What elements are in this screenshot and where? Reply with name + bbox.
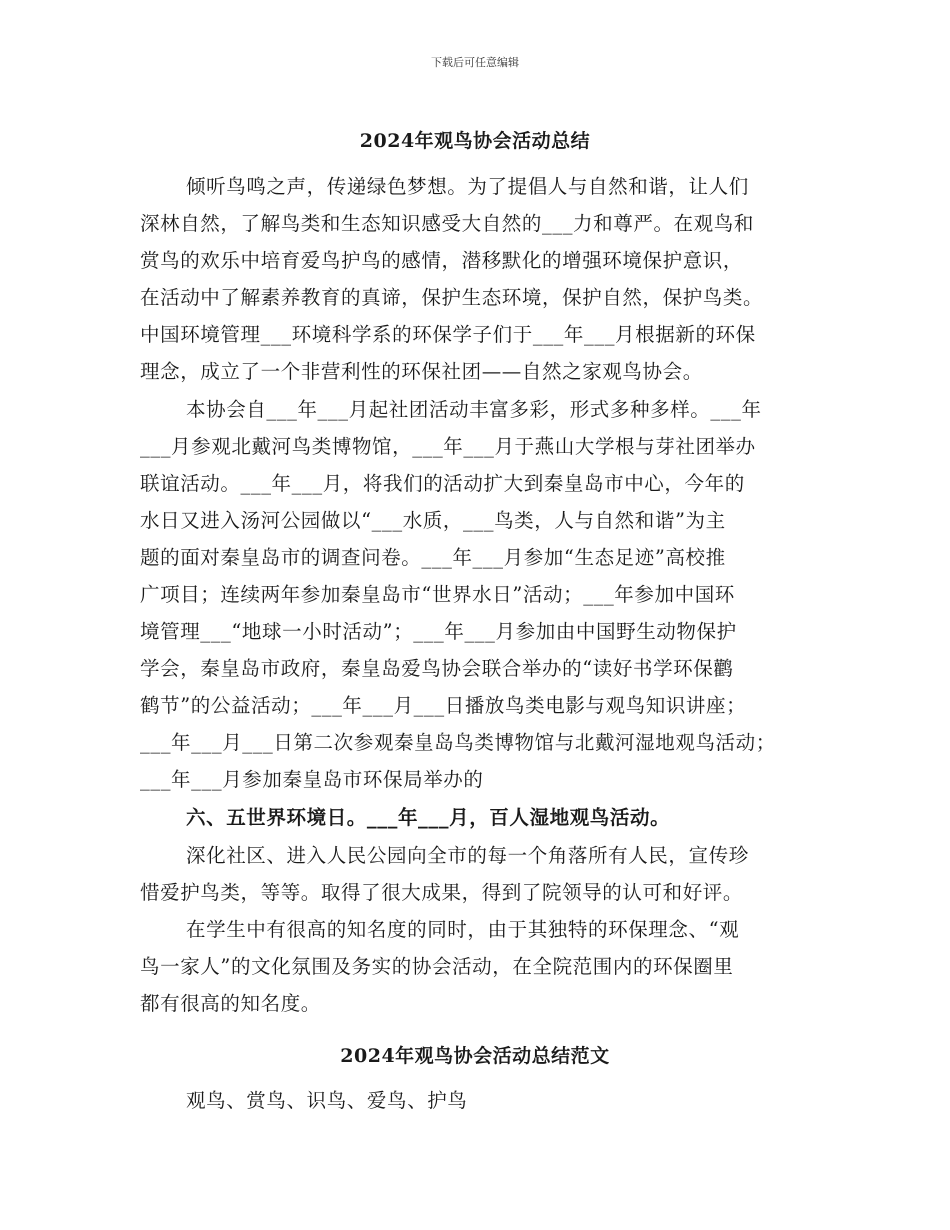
section-title: 2024年观鸟协会活动总结范文 — [340, 1045, 610, 1067]
text-line: 惜爱护鸟类，等等。取得了很大成果，得到了院领导的认可和好评。 — [140, 881, 744, 904]
text-line: 题的面对秦皇岛市的调查问卷。___年___月参加“生态足迹”高校推 — [140, 546, 726, 569]
paragraph-reputation — [140, 911, 818, 1022]
text-line: 在活动中了解素养教育的真谛，保护生态环境，保护自然，保护鸟类。 — [140, 286, 764, 309]
text-line: 倾听鸟鸣之声，传递绿色梦想。为了提倡人与自然和谐，让人们 — [186, 175, 749, 198]
text-line: 中国环境管理___环境科学系的环保学子们于___年___月根据新的环保 — [140, 323, 756, 346]
paragraph-community — [140, 837, 818, 911]
header-note: 下载后可任意编辑 — [431, 56, 519, 69]
text-line: 理念，成立了一个非营利性的环保社团——自然之家观鸟协会。 — [140, 360, 703, 383]
paragraph-intro — [140, 168, 818, 390]
text-line: 赏鸟的欢乐中培育爱鸟护鸟的感情，潜移默化的增强环境保护意识， — [140, 249, 744, 272]
text-line: 鸟一家人”的文化氛围及务实的协会活动，在全院范围内的环保圈里 — [140, 955, 734, 978]
text-line: 广项目；连续两年参加秦皇岛市“世界水日”活动；___年参加中国环 — [140, 583, 735, 606]
text-line: 在学生中有很高的知名度的同时，由于其独特的环保理念、“观 — [186, 918, 740, 941]
paragraph-activities — [140, 391, 818, 798]
text-line: ___年___月参加秦皇岛市环保局举办的 — [140, 768, 484, 791]
paragraph-bird-watching — [140, 1082, 818, 1119]
text-line: 境管理___“地球一小时活动”；___年___月参加由中国野生动物保护 — [140, 620, 737, 643]
text-line: 都有很高的知名度。 — [140, 992, 321, 1015]
text-line: 本协会自___年___月起社团活动丰富多彩，形式多种多样。___年 — [186, 398, 762, 421]
text-line: 鹤节”的公益活动；___年___月___日播放鸟类电影与观鸟知识讲座； — [140, 694, 747, 717]
text-line: 观鸟、赏鸟、识鸟、爱鸟、护鸟 — [186, 1089, 468, 1112]
text-line: 水日又进入汤河公园做以“___水质，___鸟类，人与自然和谐”为主 — [140, 509, 726, 532]
text-line: 联谊活动。___年___月，将我们的活动扩大到秦皇岛市中心，今年的 — [140, 472, 745, 495]
text-line: 学会，秦皇岛市政府，秦皇岛爱鸟协会联合举办的“读好书学环保鹳 — [140, 657, 734, 680]
page-title: 2024年观鸟协会活动总结 — [359, 130, 591, 152]
paragraph-environment-day — [140, 799, 818, 836]
text-line: ___年___月___日第二次参观秦皇岛鸟类博物馆与北戴河湿地观鸟活动； — [140, 731, 776, 754]
text-line: 深林自然，了解鸟类和生态知识感受大自然的___力和尊严。在观鸟和 — [140, 212, 754, 235]
text-line: 深化社区、进入人民公园向全市的每一个角落所有人民，宣传珍 — [186, 844, 749, 867]
text-line: ___月参观北戴河鸟类博物馆，___年___月于燕山大学根与芽社团举办 — [140, 435, 756, 458]
text-line: 六、五世界环境日。___年___月，百人湿地观鸟活动。 — [186, 806, 671, 829]
